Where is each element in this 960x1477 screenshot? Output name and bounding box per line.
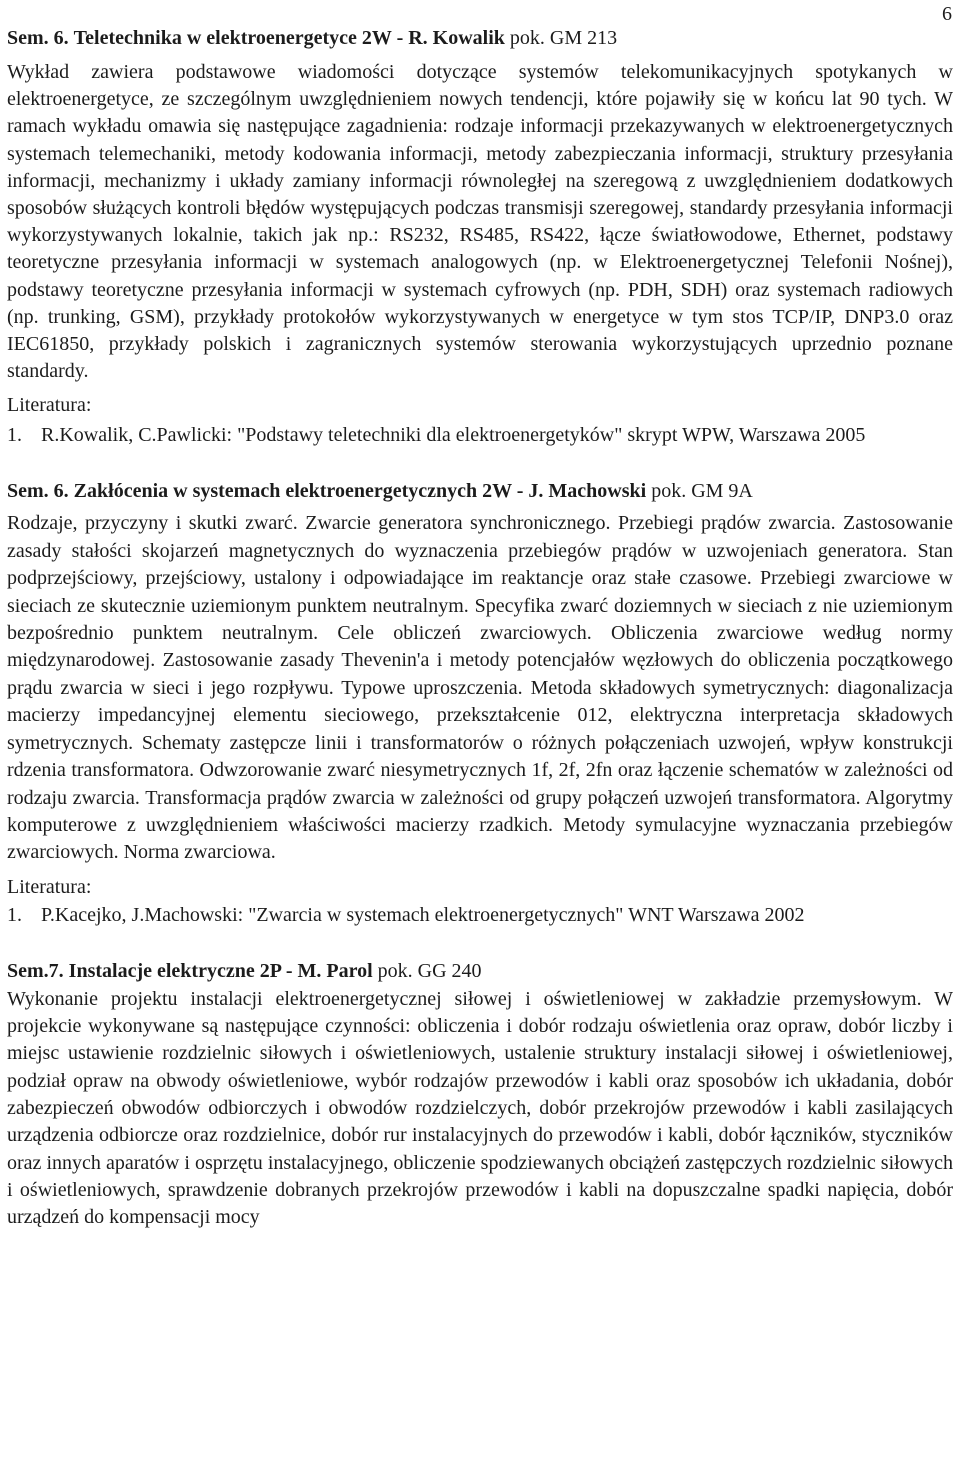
course-description: Rodzaje, przyczyny i skutki zwarć. Zwarcie generatora synchronicznego. Przebiegi prądów zwarcia. Zastosowanie zasady stałości skojarzeń magnetycznych do wyznaczenia przebiegów prądów w uzwojeniach generatora. Stan podprzejściowy, przejściowy, ustalony i odpowiadające im reaktancje oraz stałe czasowe. Przebiegi zwarciowe w sieciach ze skutecznie uziemionym punktem neutralnym. Specyfika zwarć doziemnych w sieciach z nie uziemionym bezpośrednio punktem neutralnym. Cele obliczeń zwarciowych. Obliczenia zwarciowe według normy międzynarodowej. Zastosowanie zasady Thevenin'a i metody potencjałów węzłowych do obliczenia początkowego prądu zwarcia w sieci i jego rozpływu. Typowe uproszczenia. Metoda składowych symetrycznych: diagonalizacja macierzy impedancyjnej elementu sieciowego, przekształcenie 012, elektryczna interpretacja składowych symetrycznych. Schematy zastępcze linii i transformatorów o różnych połączeniach uzwojeń, wpływ konstrukcji rdzenia transformatora. Odwzorowanie zwarć niesymetrycznych 1f, 2f, 2fn oraz łączenie schematów w zależności od rodzaju zwarcia. Transformacja prądów zwarcia w zależności od grupy połączeń uzwojeń transformatora. Algorytmy komputerowe z uwzględnieniem właściwości macierzy rzadkich. Metody symulacyjne wyznaczania przebiegów zwarciowych. Norma zwarciowa. bbox=[7, 512, 953, 864]
literature-text: P.Kacejko, J.Machowski: "Zwarcia w systemach elektroenergetycznych" WNT Warszawa 2002 bbox=[41, 903, 805, 926]
course-code: Sem. 6. bbox=[7, 27, 69, 49]
course-room: pok. GG 240 bbox=[377, 959, 482, 982]
course-description: Wykonanie projektu instalacji elektroenergetycznej siłowej i oświetleniowej w zakładzie przemysłowym. W projekcie wykonywane są następujące czynności: obliczenia i dobór rodzaju oświetlenia oraz opraw, dobór liczby i miejsc ustawienie rozdzielnic siłowych i oświetleniowych, ustalenie struktury instalacji siłowej i oświetleniowej, podział opraw na obwody oświetleniowe, wybór rodzajów przewodów i kabli oraz sposobów ich układania, dobór zabezpieczeń obwodów odbiorczych i obwodów rozdzielczych, dobór przekrojów przewodów i kabli zasilających urządzenia odbiorcze oraz rozdzielnice, dobór rur instalacyjnych do przewodów i kabli, dobór łączników, styczników oraz innych aparatów i osprzętu instalacyjnego, obliczenie spodziewanych obciążeń zastępczych rozdzielnic siłowych i oświetleniowych, sprawdzenie dobranych przekrojów przewodów i kabli na dopuszczalne spadki napięcia, dobór urządzeń do kompensacji mocy bbox=[7, 987, 953, 1229]
literature-number: 1. bbox=[7, 424, 22, 447]
course-section-teletechnika bbox=[7, 24, 953, 450]
course-heading bbox=[7, 24, 953, 53]
course-section-instalacje bbox=[7, 957, 953, 1232]
course-title: Instalacje elektryczne 2P - M. Parol bbox=[68, 959, 373, 982]
course-heading bbox=[7, 477, 953, 506]
course-heading bbox=[7, 957, 953, 986]
course-room: pok. GM 9A bbox=[651, 480, 753, 503]
page-number: 6 bbox=[942, 3, 952, 25]
course-section-zaklocenia bbox=[7, 477, 953, 929]
literature-number: 1. bbox=[7, 903, 22, 926]
course-code: Sem. 6. bbox=[7, 480, 69, 503]
literature-item bbox=[7, 421, 953, 450]
course-room: pok. GM 213 bbox=[509, 27, 618, 49]
literature-label: Literatura: bbox=[7, 394, 92, 417]
literature-text: R.Kowalik, C.Pawlicki: "Podstawy teletechniki dla elektroenergetyków" skrypt WPW, Warszawa 2005 bbox=[41, 424, 866, 447]
literature-item bbox=[7, 901, 953, 930]
course-description: Wykład zawiera podstawowe wiadomości dotyczące systemów telekomunikacyjnych spotykanych w elektroenergetyce, ze szczególnym uwzględnieniem nowych tendencji, które pojawiły się w końcu lat 90 tych. W ramach wykładu omawia się następujące zagadnienia: rodzaje informacji przekazywanych w elektroenergetycznych systemach telemechaniki, metody kodowania informacji, metody zabezpieczania informacji, struktury przesyłania informacji, mechanizmy i układy zamiany informacji równoległej na szeregową z uwzględnieniem dodatkowych sposobów służących kontroli błędów występujących podczas transmisji szeregowej, standardy przesyłania informacji wykorzystywanych lokalnie, takich jak np.: RS232, RS485, RS422, łącze światłowodowe, Ethernet, podstawy teoretyczne przesyłania informacji w systemach analogowych (np. w Elektroenergetycznej Telefonii Nośnej), podstawy teoretyczne przesyłania informacji w systemach cyfrowych (np. PDH, SDH) oraz systemach radiowych (np. trunking, GSM), przykłady protokołów wykorzystywanych w energetyce w tym stos TCP/IP, DNP3.0 oraz IEC61850, przykłady polskich i zagranicznych systemów sterowania wykorzystujących uprzednio poznane standardy. bbox=[7, 61, 953, 383]
literature-label: Literatura: bbox=[7, 875, 92, 898]
course-title: Teletechnika w elektroenergetyce 2W - R. Kowalik bbox=[73, 27, 505, 49]
document-page bbox=[7, 24, 953, 1231]
course-code: Sem.7. bbox=[7, 959, 64, 982]
course-title: Zakłócenia w systemach elektroenergetycznych 2W - J. Machowski bbox=[73, 480, 647, 503]
